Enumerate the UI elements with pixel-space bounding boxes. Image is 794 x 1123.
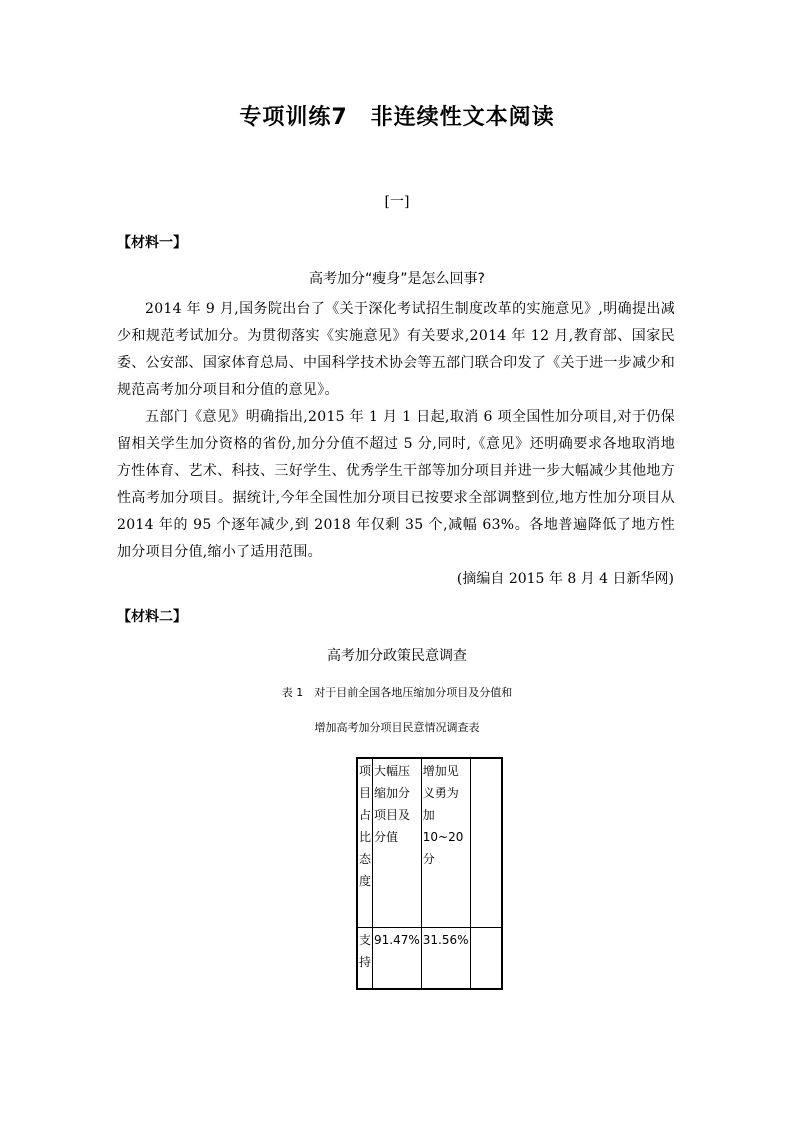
table-cell: 支持 [357,928,373,990]
table-caption-line-1: 表 1 对于目前全国各地压缩加分项目及分值和 [281,686,513,699]
table-caption-line-2: 增加高考加分项目民意情况调查表 [314,721,480,734]
table-header-cell [470,758,502,928]
material-one-label: 【材料一】 [117,235,187,251]
material-one-paragraph-2: 五部门《意见》明确指出,2015 年 1 月 1 日起,取消 6 项全国性加分项目,对于仍保留相关学生加分资格的省份,加分分值不超过 5 分,同时,《意见》还明确要求各地取消地方性体育、艺术、科技、三好学生、优秀学生干部等加分项目并进一步大幅减少其他地方性高考加分项目。据统计,今年全国性加分项目已按要求全部调整到位,地方性加分项目从 2014 年的 95 个逐年减少,到 2018 年仅剩 35 个,减幅 63%。各地普遍降低了地方性加分项目分值,缩小了适用范围。 [117,409,675,560]
page-title: 专项训练7 非连续性文本阅读 [239,105,555,130]
table-header-cell: 大幅压缩加分项目及分值 [373,758,422,928]
table-cell: 91.47% [373,928,422,990]
table-header-cell: 增加见义勇为加10~20分 [421,758,470,928]
table-header-cell: 项目占比态度 [357,758,373,928]
material-two-label: 【材料二】 [117,609,187,625]
section-number: [一] [384,194,410,210]
table-cell: 31.56% [421,928,470,990]
material-one-title: 高考加分“瘦身”是怎么回事? [309,271,485,287]
table-header-row [357,758,502,928]
table-row [357,928,502,990]
survey-table [356,757,503,990]
material-one-paragraph-1: 2014 年 9 月,国务院出台了《关于深化考试招生制度改革的实施意见》,明确提出减少和规范考试加分。为贯彻落实《实施意见》有关要求,2014 年 12 月,教育部、国家民委、公安部、国家体育总局、中国科学技术协会等五部门联合印发了《关于进一步减少和规范高考加分项目和分值的意见》。 [117,301,675,398]
material-two-title: 高考加分政策民意调查 [327,648,467,664]
material-one-source: (摘编自 2015 年 8 月 4 日新华网) [456,571,674,587]
table-cell [470,928,502,990]
